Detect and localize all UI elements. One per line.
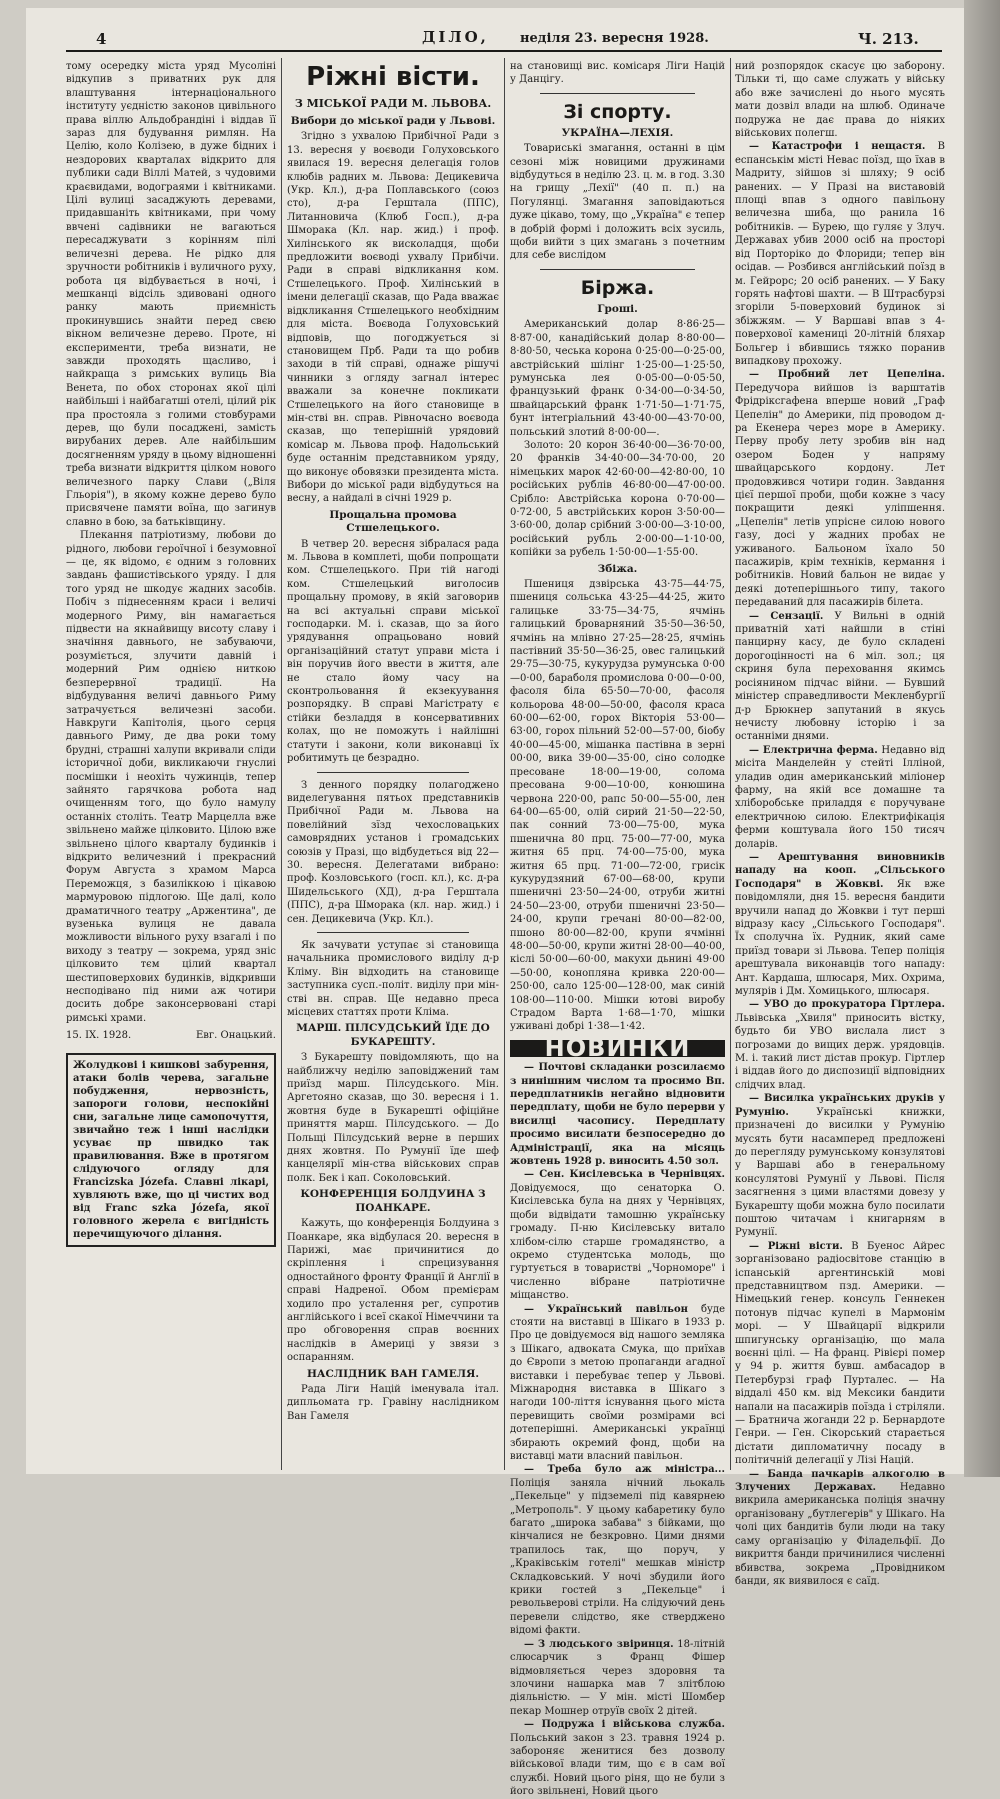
article-text: Золото: 20 корон 36·40·00—36·70·00, 20 франків 34·40·00—34·70·00, 20 німецьких марок 42·60·00—42·80·00, 10 російських рублів 46·80·00—47·00·00. Срібло: Австрійська корона 0·70·00—0·72·00, 5 австрійських корон 3·50·00—3·60·00, долар срібний 3·00·00—3·10·00, російський рубль 2·00·00—1·10·00, копійки за рубель 1·50·00—1·55·00. [510,439,725,559]
news-item-text: буде стояти на виставці в Шікаго в 1933 р. Про це довідуємося від нашого земляка з Шікаго, адвоката Смука, що приїхав до Європи з метою пропаганди агадної виставки і перебуває тепер у Львові. Міжнародня виставка в Шікаго з нагоди 100-ліття існування цього міста перевищить своїми розмірами всі дотеперішні. Американські українці збирають окремий фонд, щоби на виставці мати власний павільон. [510,1303,725,1462]
article-text: на становищі вис. комісаря Ліги Націй у Данцігу. [510,61,725,86]
article-heading: КОНФЕРЕНЦІЯ БОЛДУИНА З ПОАНКАРЕ. [300,1188,486,1214]
article-heading: НАСЛІДНИК ВАН ГАМЕЛЯ. [306,1367,480,1380]
column-divider [504,58,505,1470]
separator [317,772,469,773]
news-item-text: Як вже повідомляли, дня 15. вересня бандити вручили напад до Жовкви і тут перші відразу касу „Сільського Господаря". Їх сполучна їх. Рудник, який саме приїзд товари зі Львова. Тепер поліція арештувала виконавців того нападу: Ант. Кардаша, шлюсаря, Мих. Охрима, мулярів і Дм. Хомицького, шлюсаря. [735,878,945,998]
issue-date: неділя 23. вересня 1928. [520,31,709,46]
article-heading: Прощальна промова Стшелецького. [329,508,457,535]
article-text: З денного порядку полагоджено виделегування пятьох представників Прибічної Ради м. Львова на повелійний зїзд чехословацьких самоврядних установ і громадських союзів у Празі, що відбудеться від 22—30. вересня. Делегатами вибрано: проф. Козловського (госп. кл.), кс. д-ра Шидельського (ХД), д-ра Герштала (ППС), д-ра Шморака (кл. нар. жид.) і сен. Децикевича (Укр. Кл.). [287,779,499,925]
news-item-text: Українські книжки, призначені до висилки у Румунію мусять бути насамперед предложені до перегляду румунському конзулятові у Варшаві або в генеральному консулятові Румунії у Львові. Після засягнення з цими властями довезу у Букарешту щоби можна було посилати поштою читачам і книгарням в Румунії. [735,1106,945,1239]
article-text: Як зачувати уступає зі становища начальника промислового виділу д-р Кліму. Він відходить на становище заступника сусп.-політ. виділу при мін-стві вн. справ. Ще недавно преса місцевих статтях проти Кліма. [287,939,499,1018]
column-3 [510,60,725,1798]
article-heading: МАРШ. ПІЛСУДСЬКИЙ ЇДЕ ДО БУКАРЕШТУ. [296,1022,490,1048]
article-heading: Гроші. [597,302,638,315]
news-item-lead: — Пробний лет Цепеліна. [749,369,945,381]
article-text: Американський долар 8·86·25—8·87·00, канадійський долар 8·80·00—8·80·50, чеська корона 0·25·00—0·25·00, австрійський шілінг 1·25·00—1·25·50, румунська лея 0·05·00—0·05·50, французький франк 0·34·00—0·34·50, швайцарський франк 1·71·50—1·71·75, бунт інтегріальний 43·40·00—43·70·00, польський злотий 8·00·00—. [510,319,725,438]
page-edge-shadow [964,0,1000,1477]
news-item [735,1240,945,1468]
masthead-title: ДІЛО, [422,28,489,46]
news-item-lead: — Ріжні вісти. [749,1240,843,1252]
news-item-text: Недавно викрила американська поліція значну організовану „бутлегерів" у Шікаго. На чолі цих бандитів були люди на таку саму організацію у Філадельфії. До викриття банди причинилися численні вбивства, зокрема „Провідником банди, як виявилося є саїд. [735,1482,945,1587]
article-text: В четвер 20. вересня зібралася рада м. Львова в комплеті, щоби попрощати ком. Стшелецького. При тій нагоді ком. Стшелецький виголосив прощальну промову, в якій заговорив на всі актуальні справи міської господарки. М. і. сказав, що за його урядування опрацьовано новий організаційний статут управи міста і він поручив його ввести в життя, але не стало йому часу на сконтрольовання й екзекуування розпорядку. В справі Магістрату є стійки безладдя в консервативних колах, що не поможуть і найлішні статути і закони, коли виконавці їх робитимуть це безрадно. [287,538,499,765]
news-item-lead: — Український павільон [524,1303,688,1315]
article-text: Згідно з ухвалою Прибічної Ради з 13. вересня у воєводи Голуховського явилася 19. вересня делегація голов клюбів радних м. Львова: Децикевича (Укр. Кл.), д-ра Поплавського (союз сто), д-ра Герштала (ППС), Литанновича (Клюб Госп.), д-ра Шморака (Кл. нар. жид.) і проф. Хилінського як висколадця, щоби предложити воєводі ухвалу Прибічи. Ради в справі відкликання ком. Стшелецького. Проф. Хилінський в імени делегації сказав, що Рада вважає відкликання Стшелецького необхідним для міста. Воєвода Голуховський відповів, що погоджується зі становищем Прб. Ради та що робив заходи в тій справі, однаже рішучі чинники з огляду загнал інтерес вважали за конечне покликати Стшелецького на його становище в мін-стві вн. справ. Рівночасно воєвода сказав, що теперішній урядовий комісар м. Львова проф. Надольський буде останнім представником уряду, що виконує обовязки президента міста. Вибори до міської ради відбудуться на весну, а найдалі в січні 1929 р. [287,131,499,505]
article-text: Кажуть, що конференція Болдуина з Поанкаре, яка відбулася 20. вересня в Парижі, має причинитися до скріплення і спрецизування одностайного фронту Франції й Англії в справі Надреної. Обом премієрам ходило про усталення рег, супротив англійського і всеї скакої Німеччини та про обговорення справ воєнних наслідків в Америці у звязи з оспаранням. [287,1218,499,1364]
signature-author: Евг. Онацький. [196,1030,276,1042]
news-item-text: Недавно від місіта Манделейн у стейті Ілліной, уладив один американський міліонер фарму, на якій все домашне та хліборобське приладдя є поручуване електричною силою. Електрифікація ферми коштувала його 150 тисяч доларів. [735,744,945,850]
separator [540,93,695,94]
column-divider [730,58,731,1470]
news-item [735,610,945,744]
news-item-lead: — Катастрофи і нещастя. [749,141,926,153]
section-title-sport: Зі спорту. [563,100,672,123]
news-item-lead: — Подружа і військова служба. [524,1719,725,1731]
news-item-text: Поліція заняла нічний льокаль „Пекельце" у підземелі під кавярнею „Метрополь". У цьому кабаретику було багато „широка забава" з бійками, що кінчалися не безкровно. Цими днями трапилось так, що поруч, у „Краківськім готелі" мешкав міністр Складковський. У ночі збудили його крики гостей з „Пекельце" і револьверові стріли. На слідуючий день перевели слідство, яке стверджено відомі факти. [510,1477,725,1637]
column-1 [66,60,276,1460]
column-2 [287,60,499,1470]
issue-number: Ч. 213. [858,30,919,48]
news-item [510,1168,725,1302]
news-item [735,851,945,998]
section-title-bourse: Біржа. [580,276,655,299]
news-item-text: В еспанськім місті Невас поїзд, що їхав в Мадриту, зійшов зі шляху; 9 осіб ранених. — У Празі на виставовій площі впав з одного павільону величезна шиба, що ранила 16 робітників. — Бурею, що гуляє у Злуч. Державах убив 2000 осіб на просторі від Порторіко до Флориди; тепер він осідав. — Розбився англійський поїзд в м. Гейрорс; 20 осіб ранених. — У Баку горять нафтові шахти. — В Штрасбурзі згоріли 5-поверховий будинок зі збіжжям. — У Варшаві впав з 4-поверхової камениці 20-літній бляхар Больгер і вбившись тяжко поранив випадкову прохожу. [735,141,945,367]
section-title-news: НОВИНКИ [510,1040,725,1057]
article-heading: Вибори до міської ради у Львові. [290,115,496,127]
signature-line [66,1029,276,1042]
news-item-text: Довідуємося, що сенаторка О. Кисілевська була на днях у Чернівцях, щоби відвідати тамошню українську громаду. П-ню Кисілевську витало хлібом-сілю старше громадянство, а окремо студентська молодь, що гуртується в товаристві „Чорноморе" і численно вібране патріотичне міщанство. [510,1182,725,1302]
news-item-text: Львівська „Хвиля" приносить вістку, будьто би УВО вислала лист з погрозами до вищих держ. урядовців. М. і. такий лист дістав прокур. Гіртлер і віддав його до диспозиції відповідних слідчих влад. [735,1012,945,1091]
article-heading: УКРАЇНА—ЛЕХІЯ. [561,126,674,139]
section-title-various-news: Ріжні вісти. [306,62,480,92]
news-item [735,368,945,609]
signature-date: 15. IX. 1928. [66,1030,132,1042]
news-item-text: У Вильні в одній приватній хаті найшли в стіні панцирну касу, де було складені дорогоцінності на 6 міл. зол.; ця скриня була переховання якимсь росіянином підчас війни. — Бувший міністер справедливости Мекленбургії д-р Брюкнер запутаний в якусь нечисту любовну історію і за останніми днями. [735,610,946,743]
news-item-lead: — Банда пачкарів алкоголю в Злучених Державах. [735,1468,945,1494]
page-number: 4 [96,30,107,48]
news-item [735,1092,945,1239]
article-text: ний розпорядок скасує цю заборону. Тільки ті, що саме служать у війську або вже зачислені до нього мусять мати дозвіл влади на шлюб. Одиначе подружа не дає права до ніяких військових полегш. [735,61,945,140]
news-item-lead: — Висилка українських друків у Румунію. [735,1093,945,1118]
news-item-lead: — З людського звіринця. [524,1638,674,1650]
news-item-lead: — Електрична ферма. [749,744,878,756]
news-item [510,1638,725,1718]
news-item-text: Передучора вийшов із варштатів Фрідріксгафена вперше новий „Граф Цепелін" до Америки, під проводом д-ра Екенера через море в Америку. Перву пробу лету зробив він над озером Боден у напряму швайцарського кордону. Лет продовжився чотири годин. Завдання цієї першої проби, щоби кожне з часу покращити деякі уліпшення. „Цепелін" летів упрісне силою нового газу, досі у жадних пробах не уживаного. Бальоном їхало 50 пасажирів, крім техніків, кермання і робітників. Новий бальон не видає у деякі дотеперішнього типу, такого передаваний для пасажирів білета. [735,382,945,609]
header-rule [66,50,942,52]
news-item-text: 18-літній слюсарчик з Франц Фішер відмовляється через здоровня та злочини нашарка мав 7 злітблою діяльністю. — У мін. місті Шомбер пекар Мошнер отруїв своїх 2 дітей. [510,1638,725,1717]
news-item-text: В Буенос Айрес зорганізовано радіосвітове станцію в іспанській аргентинській мові представництвом пзд. Америки. — Німецький генер. консуль Геннекен потонув підчас купелі в Мармонім морі. — У Швайцарії відкрили шпигунську організацію, що мала воєнні цілі. — На франц. Рівієрі помер у 94 р. життя бувш. амбасадор в Петербурзі граф Пурталес. — На віддалі 450 км. від Мексики бандити напали на пасажирів поїзда і стріляли. — Братнича жоганди 22 р. Бернардоте Генри. — Ген. Сікорський старається дістати дипломатичну посаду в політичній делегації у Лізі Націй. [735,1240,945,1467]
news-item-lead: — УВО до прокуратора Гіртлера. [749,999,945,1011]
article-text: Товариські змагання, останні в цім сезоні між новицими дружинами відбудуться в неділю 23. ц. м. в год. 3.30 на грищу „Лехії" (40 п. п.) на Погулянці. Змагання заповідаються дуже цікаво, тому, що „Україна" є тепер в добрій формі і доложить всіх зусиль, щоби вийти з цих змагань з почетним для себе вислідом [510,143,725,262]
column-4 [735,60,946,1587]
article-text: Пшениця дзвірська 43·75—44·75, пшениця сольська 43·25—44·25, жито галицьке 33·75—34·75, ячмінь галицький броварняний 35·50—36·50, ячмінь на млівно 27·25—28·25, ячмінь пастівний 35·50—36·25, овес галицький 29·75—30·75, кукурудза румунська 0·00—0·00, бараболя промислова 0·00—0·00, фасоля біла 65·50—70·00, фасоля кольорова 48·00—50·00, фасоля краса 60·00—62·00, горох Вікторія 53·00—63·00, горох пільний 52·00—57·00, біобу 40·00—45·00, мішанка пастівна в зерні 00·00, вика 39·00—35·00, сіно солодке пресоване 18·00—19·00, солома пресована 9·00—10·00, конюшина червона 220·00, рапс 50·00—55·00, лен 64·00—65·00, олій сирий 21·50—22·50, пак сонний 73·00—75·00, мука пшенична 80 прц. 75·00—77·00, мука житня 65 прц. 74·00—75·00, мука житня 65 прц. 71·00—72·00, грисік кукурудзяний 67·00—68·00, крупи пшеничні 23·50—24·00, отруби житні 24·50—23·00, отруби пшеничні 23·50—24·00, крупи гречані 80·00—82·00, пшоно 80·00—82·00, крупи ячмінні 48·00—50·00, крупи житні 28·00—40·00, кіслі 50·00—60·00, макухи дьнині 49·00—50·00, конопляна кривка 220·00—250·00, сало 125·00—128·00, мак синій 108·00—110·00. Мішки ютові виробу Страдом Варта 1·68—1·70, мішки уживані добрі 1·38—1·42. [510,579,725,1033]
separator [317,932,469,933]
article-text: З Букарешту повідомляють, що на найближчу неділю заповіджений там приїзд марш. Пілсудського. Мін. Аргетояно сказав, що 30. вересня і 1. жовтня буде в Букарешті офіційне приняття марш. Пілсудського. — До Польщі Пілсудський верне в перших днях жовтня. По Румунії їде шеф канцелярії мін-ства військових справ полк. Бек і кап. Соколовський. [287,1052,499,1184]
news-item-lead: — Сензації. [749,610,824,622]
news-item-text: Польський закон з 23. травня 1924 р. забороняє женитися без дозволу військової влади тим, що є в сам вої службі. Новий цього ріня, що не були з його звільнені, Новий цього [510,1732,725,1798]
news-item: — Почтові складанки розсилаємо з нинішним числом та просимо Вп. передплатників негайно відновити передплату, щоби не було перерви у висилці часопису. Передплату просимо висилати безпосередно до Адміністрації, яка на місяць жовтень 1928 р. виносить 4.50 зол. [510,1062,725,1168]
column-divider [281,58,282,1470]
news-item [735,744,945,851]
page-header [40,28,940,50]
section-subtitle: З МІСЬКОЇ РАДИ М. ЛЬВОВА. [294,97,492,110]
advertisement-box: Жолудкові і кишкові забурення, атаки болів черева, загальне побудження, нервозність, запороги голови, неспокійні сни, загальне лице самопочуття, звичайно теж і інші наслідки усуває пр швидко так правилювання. Вже в протягом слідуючого огляду для Francizska Józefa. Славні лікарі, хувляють вже, що ці чистих вод від Franc szka Józefa, якої головного жерела є вигідність перечищуючого ділання. [66,1053,276,1247]
news-item [735,1468,945,1589]
article-heading: Збіжа. [597,562,638,575]
news-item-lead: — Треба було аж міністра... [524,1464,725,1476]
news-item [735,998,945,1092]
news-item [510,1303,725,1464]
news-item-lead: — Арештування виновників нападу на кооп. „Сільського Господаря" в Жовкві. [735,851,945,890]
article-text: Плекання патріотизму, любови до рідного, любови героїчної і безумовної — це, як відомо, є одним з головних завдань фашистівського уряду. І для того уряд не шкодує жадних засобів. Побіч з піднесенням краси і величі модерного Риму, він намагається підвести на якнайвищу висоту славу і значіння давнього, не забуваючи, розуміється, злучити давній і модерний Рим однією ниткою безперервної традиції. На відбудування величі давнього Риму затрачується величезні засоби. Навкруги Капітолія, цього серця давнього Риму, де два роки тому брудні, страшні халупи вкривали сліди історичної доби, викликаючи гнуслиі посмішки і неохіть чужинців, тепер зайнято гарячкова робота над очищенням того, що було намулу останніх століть. Театр Марцеллa вже звільнено майже цілковито. Цілою вже звільнено цілого кварталу будинків і відкрито величезний і прекрасний Форум Августа з храмом Марса Переможця, з базиліккою і цікавою мармуровою підлогою. Ще далі, коло драматичного театру „Аржентина", де вузенька вулиця не давала можливости вільного руху взагалі і по виходу з театру — зокрема, уряд зніс цілковито тєм цілий квартал шестиповерхових будинків, відкривши несподівано під ними аж чотири досить добре законсервовані старі римські храми. [66,530,276,1024]
news-item [510,1718,725,1798]
news-item-lead: — Сен. Кисілевська в Чернівцях. [524,1169,725,1181]
separator [540,269,695,270]
article-text: Рада Ліги Націй іменувала італ. дипльомата гр. Гравіну наслідником Ван Гамеля [287,1383,499,1422]
article-text: тому осередку міста уряд Мусоліні відкупив з приватних рук для влаштування інтернаціонального інституту уєдністю законов цивільного права віллю Альдобрандіні і віддав її зараз для будування римлян. На Целію, коло Колізею, в дуже бідних і нездорових кварталах відкрито для публики сади Віллі Матей, з чудовими краєвидами, водограями і квітниками. Цілі вулиці засаджують деревами, придавшаніть квітниками, при чому ввчені садівники не вагаються пересаджувати з корінням пілі величезні дерева. Не рідко для зручности робітників і вуличного руху, робота ця відбувається в ночі, і мешканці відсіль здивовані однoго ранку мають приємність прокинувшись знайти перед свєю вікном величезне дерево. Проте, ні експерименти, треба визнати, не завжди проходять щасливо, і найкраща з римських вулиць Віа Венета, по обох сторонах якої цілі найбільші і найбагатші отелі, цілий рік пра простояла з голими стовбурами дерев, що були посаджені, замість вирубаних дерев. Але найбільшим досягненням уряду в цьому відношенні треба визнати відкриття цілком нового величезного парку Слави („Віля Гльорія"), в якому кожне дерево було присвячене памяти воїна, що загинув славно в бою, за батьківщину. [66,61,276,528]
news-item [735,140,945,368]
news-item [510,1463,725,1637]
